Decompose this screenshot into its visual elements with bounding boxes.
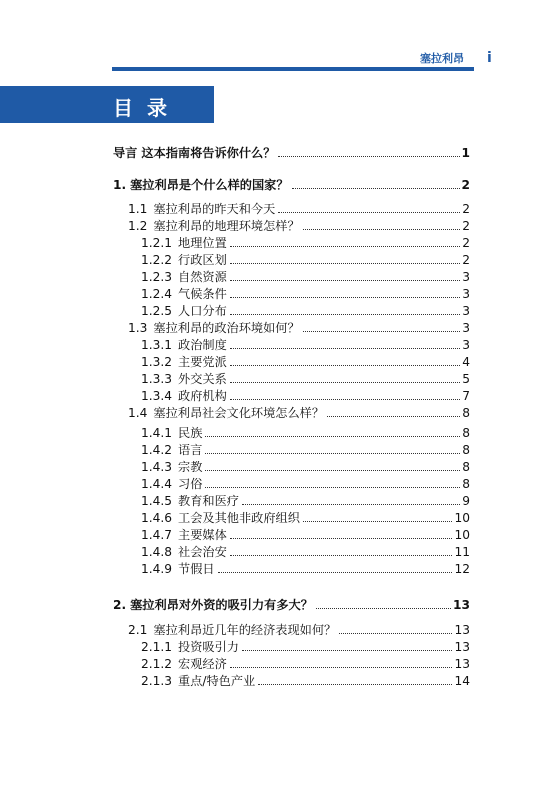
- toc-leader-dots: [230, 245, 460, 247]
- toc-entry-number: 1.4: [128, 406, 148, 420]
- toc-entry[interactable]: [141, 425, 470, 441]
- running-header-title: 塞拉利昂: [420, 52, 464, 65]
- toc-entry-number: 1.4.9: [141, 562, 173, 576]
- toc-entry-number: 1.4.7: [141, 528, 173, 542]
- toc-leader-dots: [205, 486, 460, 488]
- toc-entry-number: 2.1: [128, 623, 148, 637]
- toc-entry[interactable]: [128, 320, 470, 336]
- toc-entry-label: [141, 656, 227, 672]
- toc-entry[interactable]: [141, 476, 470, 492]
- toc-leader-dots: [303, 228, 461, 230]
- toc-entry-title: 节假日: [178, 562, 215, 576]
- toc-entry[interactable]: [141, 286, 470, 302]
- toc-entry-number: 1.2.5: [141, 304, 173, 318]
- toc-entry-title: 气候条件: [178, 287, 227, 301]
- toc-entry-label: [141, 544, 227, 560]
- toc-entry-number: 1.: [113, 178, 127, 192]
- toc-entry-page: 2: [462, 219, 470, 233]
- toc-leader-dots: [230, 262, 460, 264]
- toc-entry-title: 塞拉利昂是个什么样的国家？: [130, 178, 289, 192]
- toc-entry-title: 行政区划: [178, 253, 227, 267]
- toc-entry[interactable]: [128, 218, 470, 234]
- toc-entry-number: 1.3.4: [141, 389, 173, 403]
- toc-entry-label: [141, 354, 227, 370]
- toc-leader-dots: [230, 279, 460, 281]
- toc-entry-number: 1.4.5: [141, 494, 173, 508]
- toc-entry-title: 习俗: [178, 477, 203, 491]
- toc-entry-title: 投资吸引力: [178, 640, 239, 654]
- toc-entry-title: 主要媒体: [178, 528, 227, 542]
- toc-entry-title: 重点/特色产业: [178, 674, 256, 688]
- toc-entry-number: 1.2.4: [141, 287, 173, 301]
- toc-entry-label: [128, 201, 275, 217]
- toc-entry-label: [128, 320, 300, 336]
- toc-entry-number: 1.3.3: [141, 372, 173, 386]
- toc-entry-title: 主要党派: [178, 355, 227, 369]
- toc-entry-title: 这本指南将告诉你什么？: [141, 146, 276, 160]
- toc-entry-label: [113, 145, 275, 161]
- toc-entry-page: 10: [454, 528, 470, 542]
- toc-entry-label: [141, 388, 227, 404]
- toc-entry-label: [141, 337, 227, 353]
- toc-entry[interactable]: [141, 354, 470, 370]
- toc-entry-label: [141, 510, 300, 526]
- toc-entry-title: 语言: [178, 443, 203, 457]
- toc-entry-number: 导言: [113, 146, 138, 160]
- toc-entry[interactable]: [128, 622, 470, 638]
- toc-entry-label: [141, 269, 227, 285]
- toc-leader-dots: [327, 415, 460, 417]
- toc-leader-dots: [205, 452, 460, 454]
- toc-entry-page: 8: [462, 443, 470, 457]
- toc-entry-number: 2.: [113, 598, 127, 612]
- toc-entry-label: [141, 252, 227, 268]
- toc-entry-title: 宏观经济: [178, 657, 227, 671]
- toc-leader-dots: [258, 683, 452, 685]
- toc-entry[interactable]: [141, 656, 470, 672]
- toc-entry-number: 1.4.8: [141, 545, 173, 559]
- toc-leader-dots: [303, 330, 461, 332]
- toc-entry-title: 塞拉利昂的政治环境如何？: [153, 321, 300, 335]
- toc-entry-page: 3: [462, 321, 470, 335]
- toc-entry-page: 2: [462, 202, 470, 216]
- toc-entry-page: 1: [461, 146, 470, 160]
- toc-entry-page: 3: [462, 338, 470, 352]
- toc-entry-number: 1.4.6: [141, 511, 173, 525]
- toc-entry-page: 2: [461, 178, 470, 192]
- toc-entry-page: 9: [462, 494, 470, 508]
- toc-leader-dots: [230, 364, 460, 366]
- toc-entry-number: 1.2.3: [141, 270, 173, 284]
- toc-entry-label: [141, 673, 255, 689]
- toc-leader-dots: [316, 607, 451, 609]
- toc-entry[interactable]: [141, 235, 470, 251]
- toc-entry-number: 1.3: [128, 321, 148, 335]
- toc-entry-page: 3: [462, 270, 470, 284]
- toc-entry-label: [141, 442, 202, 458]
- toc-entry-label: [128, 622, 336, 638]
- toc-entry[interactable]: [141, 527, 470, 543]
- toc-entry-title: 社会治安: [178, 545, 227, 559]
- toc-entry-page: 2: [462, 236, 470, 250]
- toc-entry-label: [113, 597, 313, 613]
- toc-leader-dots: [230, 537, 453, 539]
- toc-entry-number: 2.1.1: [141, 640, 173, 654]
- toc-entry[interactable]: [141, 510, 470, 526]
- toc-entry-title: 塞拉利昂的地理环境怎样？: [153, 219, 300, 233]
- toc-entry[interactable]: [128, 405, 470, 421]
- toc-entry-page: 14: [454, 674, 470, 688]
- toc-entry-number: 1.3.2: [141, 355, 173, 369]
- toc-entry-page: 8: [462, 477, 470, 491]
- toc-entry-number: 1.4.3: [141, 460, 173, 474]
- toc-entry-page: 8: [462, 460, 470, 474]
- toc-entry-label: [141, 303, 227, 319]
- toc-entry-page: 10: [454, 511, 470, 525]
- toc-entry-page: 5: [462, 372, 470, 386]
- toc-entry-page: 11: [454, 545, 470, 559]
- toc-entry[interactable]: [113, 145, 470, 161]
- toc-entry-page: 7: [462, 389, 470, 403]
- toc-leader-dots: [230, 347, 460, 349]
- toc-entry-title: 政治制度: [178, 338, 227, 352]
- toc-entry[interactable]: [141, 337, 470, 353]
- toc-leader-dots: [242, 649, 453, 651]
- toc-leader-dots: [205, 435, 460, 437]
- toc-entry-page: 13: [454, 640, 470, 654]
- running-header-page-number: i: [487, 50, 492, 66]
- toc-entry[interactable]: [141, 544, 470, 560]
- toc-entry-label: [141, 476, 202, 492]
- toc-entry-page: 13: [454, 657, 470, 671]
- toc-entry-label: [141, 493, 239, 509]
- toc-entry-page: 4: [462, 355, 470, 369]
- toc-entry[interactable]: [141, 371, 470, 387]
- toc-entry-label: [141, 459, 202, 475]
- toc-leader-dots: [303, 520, 453, 522]
- toc-entry-label: [141, 425, 202, 441]
- toc-leader-dots: [230, 666, 453, 668]
- toc-leader-dots: [230, 554, 453, 556]
- toc-entry-number: 2.1.3: [141, 674, 173, 688]
- toc-entry-label: [141, 235, 227, 251]
- toc-entry-title: 自然资源: [178, 270, 227, 284]
- toc-entry-page: 3: [462, 287, 470, 301]
- toc-entry-number: 1.4.4: [141, 477, 173, 491]
- toc-entry-label: [128, 405, 324, 421]
- toc-entry-number: 1.2.1: [141, 236, 173, 250]
- toc-entry-title: 政府机构: [178, 389, 227, 403]
- toc-leader-dots: [339, 632, 452, 634]
- toc-leader-dots: [205, 469, 460, 471]
- toc-entry[interactable]: [141, 561, 470, 577]
- toc-entry-title: 宗教: [178, 460, 203, 474]
- toc-entry-label: [141, 371, 227, 387]
- section-title: 目录: [113, 96, 181, 120]
- toc-entry[interactable]: [113, 597, 470, 613]
- toc-entry-number: 1.3.1: [141, 338, 173, 352]
- toc-entry-number: 1.2: [128, 219, 148, 233]
- toc-entry[interactable]: [141, 252, 470, 268]
- toc-entry-title: 塞拉利昂近几年的经济表现如何？: [153, 623, 337, 637]
- toc-entry[interactable]: [141, 673, 470, 689]
- toc-entry[interactable]: [128, 201, 470, 217]
- toc-leader-dots: [278, 155, 459, 157]
- toc-entry[interactable]: [141, 388, 470, 404]
- toc-entry[interactable]: [141, 303, 470, 319]
- toc-entry-title: 地理位置: [178, 236, 227, 250]
- toc-entry-page: 12: [454, 562, 470, 576]
- toc-leader-dots: [292, 187, 460, 189]
- toc-entry[interactable]: [141, 493, 470, 509]
- toc-entry[interactable]: [141, 269, 470, 285]
- toc-entry-label: [141, 527, 227, 543]
- toc-entry-title: 人口分布: [178, 304, 227, 318]
- toc-entry-number: 1.4.2: [141, 443, 173, 457]
- toc-leader-dots: [242, 503, 460, 505]
- toc-entry-number: 2.1.2: [141, 657, 173, 671]
- toc-leader-dots: [230, 398, 460, 400]
- toc-entry-label: [128, 218, 300, 234]
- toc-entry-number: 1.2.2: [141, 253, 173, 267]
- toc-entry-title: 外交关系: [178, 372, 227, 386]
- toc-entry[interactable]: [113, 177, 470, 193]
- toc-entry-label: [141, 561, 215, 577]
- toc-entry-page: 13: [454, 623, 470, 637]
- toc-entry-title: 塞拉利昂社会文化环境怎么样？: [153, 406, 325, 420]
- toc-leader-dots: [230, 296, 460, 298]
- toc-leader-dots: [218, 571, 453, 573]
- toc-entry[interactable]: [141, 442, 470, 458]
- toc-leader-dots: [278, 211, 460, 213]
- toc-leader-dots: [230, 313, 460, 315]
- toc-entry-title: 教育和医疗: [178, 494, 239, 508]
- toc-entry-page: 3: [462, 304, 470, 318]
- toc-leader-dots: [230, 381, 460, 383]
- toc-entry-page: 8: [462, 406, 470, 420]
- toc-entry-page: 8: [462, 426, 470, 440]
- toc-entry-page: 13: [453, 598, 470, 612]
- toc-entry-title: 塞拉利昂对外资的吸引力有多大？: [130, 598, 313, 612]
- toc-entry-label: [141, 639, 239, 655]
- toc-entry-title: 工会及其他非政府组织: [178, 511, 300, 525]
- toc-entry[interactable]: [141, 639, 470, 655]
- toc-entry-page: 2: [462, 253, 470, 267]
- toc-entry-label: [141, 286, 227, 302]
- toc-entry-number: 1.4.1: [141, 426, 173, 440]
- toc-entry[interactable]: [141, 459, 470, 475]
- toc-entry-title: 民族: [178, 426, 203, 440]
- toc-entry-title: 塞拉利昂的昨天和今天: [153, 202, 276, 216]
- toc-entry-number: 1.1: [128, 202, 148, 216]
- toc-entry-label: [113, 177, 289, 193]
